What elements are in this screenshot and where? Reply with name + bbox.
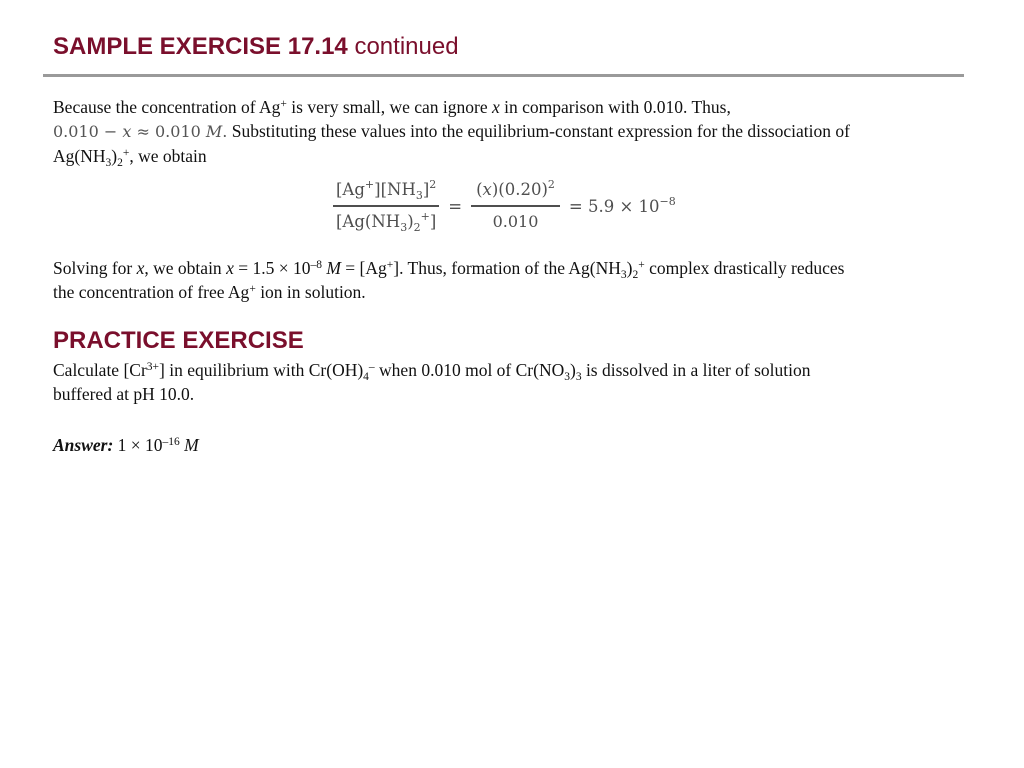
text-line xyxy=(53,280,968,304)
text-run: buffered at pH 10.0. xyxy=(53,384,195,404)
equation-result xyxy=(569,197,676,216)
subscript: 3 xyxy=(400,220,408,234)
equilibrium-equation xyxy=(333,178,685,236)
solution-paragraph xyxy=(53,256,968,304)
text-run: ) xyxy=(569,360,576,380)
substituted-values-fraction xyxy=(471,178,560,236)
text-line xyxy=(53,358,968,382)
superscript: + xyxy=(364,178,375,191)
text-line xyxy=(53,119,968,144)
italic-text: M xyxy=(184,435,199,455)
text-line xyxy=(53,433,968,457)
slide-title xyxy=(53,30,459,64)
title-continued: continued xyxy=(347,33,459,60)
superscript: + xyxy=(122,147,130,159)
superscript: 2 xyxy=(429,178,437,191)
practice-question xyxy=(53,358,968,406)
subscript: 2 xyxy=(632,269,639,281)
fraction-bar xyxy=(333,205,439,207)
subscript: 3 xyxy=(620,269,627,281)
subscript: 3 xyxy=(564,371,570,383)
superscript: –16 xyxy=(162,436,180,448)
text-run: Calculate [Cr xyxy=(53,360,147,380)
subscript: 3 xyxy=(415,189,423,202)
subscript: 3 xyxy=(105,157,112,169)
inline-equation-variable: M xyxy=(205,122,223,141)
text-run: ion in solution. xyxy=(255,282,366,302)
equals-sign: = xyxy=(448,197,463,217)
superscript: + xyxy=(420,209,430,223)
text-run: = 5.9 × 10 xyxy=(568,197,660,217)
subscript: 3 xyxy=(575,371,582,383)
answer-label: Answer: xyxy=(53,435,114,455)
superscript: + xyxy=(638,259,645,271)
text-run: when 0.010 mol of Cr(NO xyxy=(374,360,565,380)
text-run: ]. Thus, formation of the Ag(NH xyxy=(393,258,621,278)
superscript: –8 xyxy=(310,259,322,271)
practice-answer xyxy=(53,433,968,457)
title-divider xyxy=(43,74,964,77)
text-run: complex drastically reduces xyxy=(644,258,845,278)
text-run: [Ag xyxy=(336,180,365,199)
exercise-number: SAMPLE EXERCISE 17.14 xyxy=(53,33,348,60)
italic-text: x xyxy=(226,258,234,278)
practice-exercise-heading: PRACTICE EXERCISE xyxy=(53,327,304,354)
superscript: −8 xyxy=(659,195,676,209)
text-run: , we obtain xyxy=(129,146,207,166)
text-line xyxy=(53,95,968,119)
superscript: + xyxy=(386,259,394,271)
superscript: + xyxy=(280,98,287,110)
text-line xyxy=(53,256,968,280)
text-run: in comparison with 0.010. Thus, xyxy=(499,97,731,117)
italic-text: x xyxy=(482,180,492,199)
superscript: 3+ xyxy=(146,361,160,373)
text-run: 0.010 xyxy=(492,211,539,231)
subscript: 2 xyxy=(413,220,421,234)
text-run: Substituting these values into the equilibrium-constant expression for the dissociation of xyxy=(227,121,850,141)
text-run: = [Ag xyxy=(340,258,387,278)
fraction-numerator xyxy=(471,178,560,204)
fraction-numerator xyxy=(333,178,439,204)
text-line xyxy=(53,144,968,168)
inline-equation: . xyxy=(222,122,228,141)
text-run: = 1.5 × 10 xyxy=(233,258,311,278)
text-run: Solving for xyxy=(53,258,137,278)
text-run: ] xyxy=(422,180,430,199)
text-line xyxy=(53,382,968,406)
text-run: 1 × 10 xyxy=(113,435,163,455)
text-run: ) xyxy=(407,211,414,231)
superscript: 2 xyxy=(547,178,555,191)
fraction-denominator xyxy=(333,210,439,236)
superscript: + xyxy=(249,283,256,295)
text-run: [Ag(NH xyxy=(336,211,401,231)
inline-equation: 0.010 − xyxy=(53,122,123,141)
inline-equation-variable: x xyxy=(122,122,132,141)
text-run: ][NH xyxy=(374,180,416,199)
intro-paragraph xyxy=(53,95,968,168)
fraction-denominator xyxy=(488,210,544,236)
italic-text: x xyxy=(492,97,500,117)
superscript: – xyxy=(368,361,375,373)
text-run: is dissolved in a liter of solution xyxy=(581,360,811,380)
italic-text: x xyxy=(136,258,145,278)
text-run: ) xyxy=(111,146,118,166)
text-run: Ag(NH xyxy=(53,146,106,166)
text-run: ( xyxy=(476,180,483,199)
text-run: ) xyxy=(626,258,633,278)
text-run: is very small, we can ignore xyxy=(286,97,492,117)
subscript: 2 xyxy=(117,157,123,169)
inline-equation: ≈ 0.010 xyxy=(131,122,206,141)
text-run: )(0.20) xyxy=(491,180,548,199)
subscript: 4 xyxy=(363,371,369,383)
fraction-bar xyxy=(471,205,560,207)
text-run: ] xyxy=(429,211,437,231)
italic-text: M xyxy=(326,258,341,278)
equilibrium-expression-fraction xyxy=(333,178,439,236)
text-run: ] in equilibrium with Cr(OH) xyxy=(159,360,364,380)
text-run: the concentration of free Ag xyxy=(53,282,250,302)
text-run: Because the concentration of Ag xyxy=(53,97,281,117)
text-run: , we obtain xyxy=(144,258,227,278)
